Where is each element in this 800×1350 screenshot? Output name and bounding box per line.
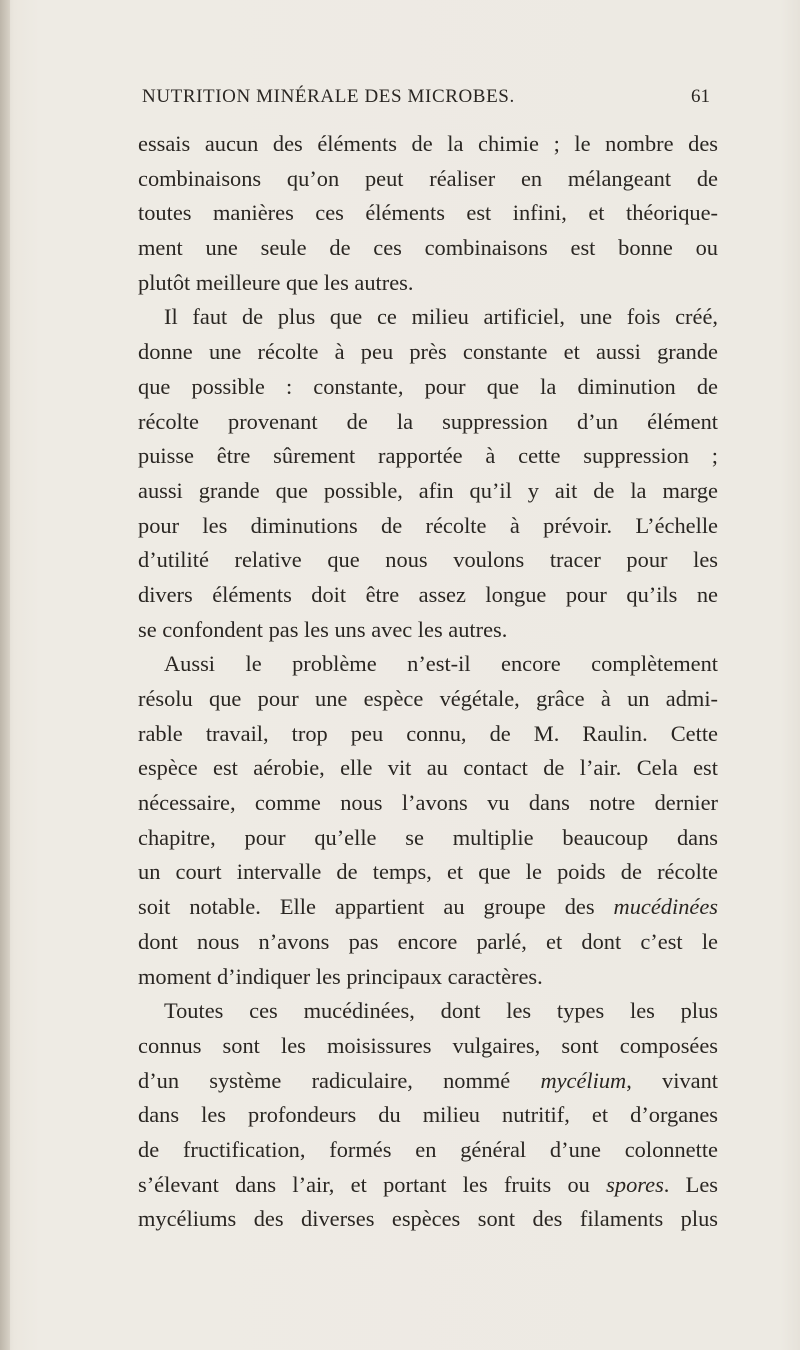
text-line: connus sont les moisissures vulgaires, sont composées: [138, 1032, 718, 1058]
text-line: se confondent pas les uns avec les autres.: [138, 616, 508, 642]
text-line: d’utilité relative que nous voulons tracer pour les: [138, 547, 718, 573]
page-binding-edge: [0, 0, 10, 1350]
text-line-part: , vivant: [626, 1067, 718, 1093]
text-line-part: soit notable. Elle appartient au groupe des: [138, 894, 614, 920]
page-header: [142, 86, 710, 112]
text-line: ment une seule de ces combinaisons est bonne ou: [138, 235, 718, 261]
italic-term: spores: [606, 1171, 664, 1197]
text-line: [138, 890, 718, 925]
text-line: [138, 1168, 718, 1203]
text-line: un court intervalle de temps, et que le poids de récolte: [138, 859, 718, 885]
text-line: que possible : constante, pour que la diminution de: [138, 373, 718, 399]
running-title: NUTRITION MINÉRALE DES MICROBES.: [142, 86, 515, 107]
text-line: espèce est aérobie, elle vit au contact de l’air. Cela est: [138, 755, 718, 781]
text-line: puisse être sûrement rapportée à cette suppression ;: [138, 443, 718, 469]
text-line: toutes manières ces éléments est infini, et théorique-: [138, 200, 718, 226]
italic-term: mucédinées: [613, 894, 718, 920]
text-line-part: . Les: [663, 1171, 718, 1197]
text-line: Aussi le problème n’est-il encore complètement: [164, 651, 718, 677]
body-text: [138, 127, 718, 1237]
text-line: rable travail, trop peu connu, de M. Raulin. Cette: [138, 720, 718, 746]
text-line: pour les diminutions de récolte à prévoir. L’échelle: [138, 512, 718, 538]
text-line: [138, 1064, 718, 1099]
text-line: de fructification, formés en général d’une colonnette: [138, 1136, 718, 1162]
text-line: nécessaire, comme nous l’avons vu dans notre dernier: [138, 790, 718, 816]
italic-term: mycélium: [540, 1067, 627, 1093]
text-line: aussi grande que possible, afin qu’il y ait de la marge: [138, 477, 718, 503]
text-line: chapitre, pour qu’elle se multiplie beaucoup dans: [138, 824, 718, 850]
text-line: Il faut de plus que ce milieu artificiel, une fois créé,: [164, 304, 718, 330]
text-line: divers éléments doit être assez longue pour qu’ils ne: [138, 581, 718, 607]
text-line: résolu que pour une espèce végétale, grâce à un admi-: [138, 686, 718, 711]
text-line: dont nous n’avons pas encore parlé, et dont c’est le: [138, 928, 718, 954]
text-line-part: d’un système radiculaire, nommé: [138, 1067, 541, 1093]
text-line: moment d’indiquer les principaux caractères.: [138, 963, 543, 989]
text-line: mycéliums des diverses espèces sont des filaments plus: [138, 1206, 718, 1232]
text-line-part: s’élevant dans l’air, et portant les fruits ou: [138, 1171, 607, 1197]
text-line: combinaisons qu’on peut réaliser en mélangeant de: [138, 165, 718, 191]
text-line: donne une récolte à peu près constante et aussi grande: [138, 339, 718, 365]
text-line: essais aucun des éléments de la chimie ; le nombre des: [138, 131, 718, 156]
text-line: dans les profondeurs du milieu nutritif, et d’organes: [138, 1102, 718, 1128]
text-line: Toutes ces mucédinées, dont les types les plus: [164, 998, 718, 1024]
page-number: 61: [691, 86, 710, 107]
text-line: récolte provenant de la suppression d’un élément: [138, 408, 718, 434]
text-line: plutôt meilleure que les autres.: [138, 269, 414, 295]
